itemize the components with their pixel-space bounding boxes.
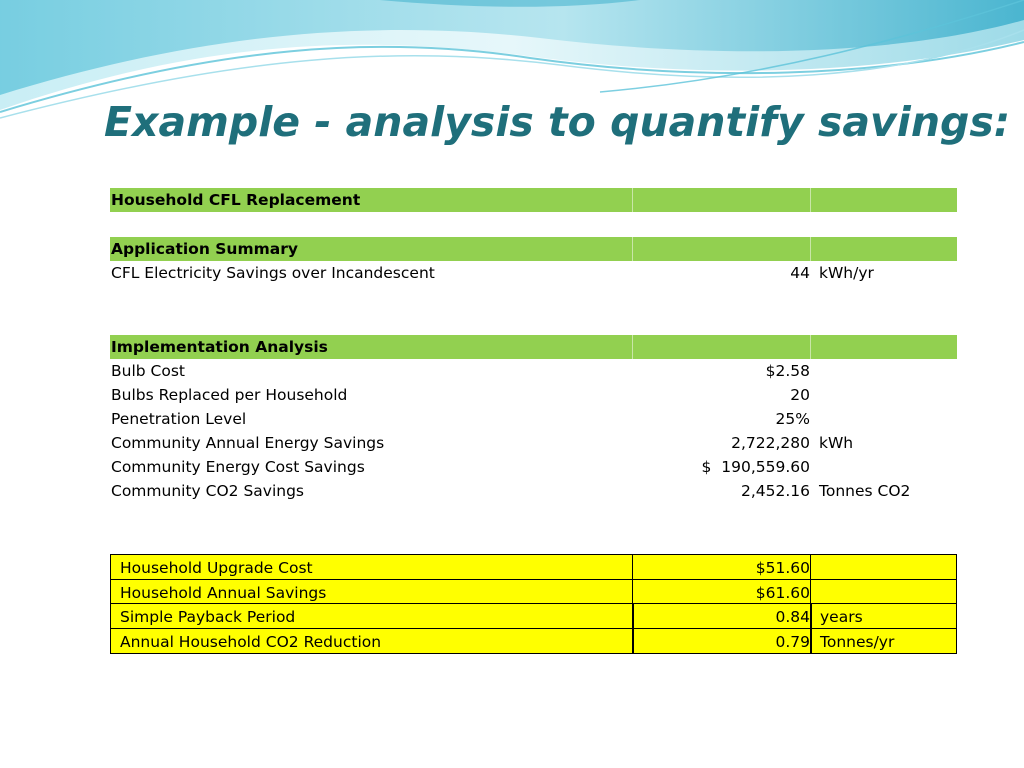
cell-divider [632, 237, 633, 261]
row-label: Annual Household CO2 Reduction [120, 632, 382, 651]
table-row [111, 604, 956, 629]
row-label: Simple Payback Period [120, 608, 296, 626]
cell-divider [632, 629, 634, 654]
section-application-summary [110, 237, 957, 285]
table-row [110, 359, 957, 383]
row-value: 44 [790, 264, 810, 282]
row-label: Penetration Level [111, 410, 247, 428]
row-value: 2,452.16 [740, 482, 810, 500]
cell-divider [632, 604, 634, 628]
cell-divider [810, 188, 811, 212]
table-row [110, 455, 957, 479]
row-unit: Tonnes/yr [820, 632, 895, 651]
row-label: CFL Electricity Savings over Incandescent [111, 264, 435, 282]
row-value: $ 190,559.60 [701, 458, 810, 476]
row-label: Community Annual Energy Savings [111, 434, 385, 452]
section-household-cfl [110, 188, 957, 212]
header-row-application-summary [110, 237, 957, 261]
header-application-summary-label: Application Summary [111, 240, 298, 258]
row-label: Bulbs Replaced per Household [111, 386, 348, 404]
table-row [111, 629, 956, 654]
cell-divider [632, 188, 633, 212]
table-row [111, 555, 956, 580]
table-row [110, 407, 957, 431]
cell-divider [632, 335, 633, 359]
table-row [110, 383, 957, 407]
section-implementation-analysis [110, 335, 957, 503]
header-implementation-analysis-label: Implementation Analysis [111, 338, 328, 356]
cell-divider [810, 580, 811, 604]
cell-divider [810, 629, 812, 654]
row-label: Bulb Cost [111, 362, 185, 380]
table-row [111, 580, 956, 605]
table-row [110, 261, 957, 285]
row-value: 0.79 [775, 632, 810, 651]
row-label: Community CO2 Savings [111, 482, 305, 500]
row-unit: kWh [819, 434, 854, 452]
table-row [110, 479, 957, 503]
row-value: 20 [790, 386, 810, 404]
cell-divider [810, 335, 811, 359]
header-row-implementation-analysis [110, 335, 957, 359]
row-unit: kWh/yr [819, 264, 874, 282]
row-value: $2.58 [765, 362, 810, 380]
table-row [110, 431, 957, 455]
row-unit: Tonnes CO2 [819, 482, 911, 500]
row-value: 25% [775, 410, 810, 428]
cell-divider [632, 580, 633, 604]
row-value: $61.60 [755, 583, 810, 602]
cell-divider [632, 555, 633, 579]
row-value: $51.60 [755, 559, 810, 577]
row-label: Household Annual Savings [120, 583, 327, 602]
cell-divider [810, 604, 812, 628]
cell-divider [810, 555, 811, 579]
cell-divider [810, 237, 811, 261]
slide-title: Example - analysis to quantify savings: [104, 98, 1011, 146]
row-value: 0.84 [775, 608, 810, 626]
results-table [110, 554, 957, 654]
header-row-household-cfl [110, 188, 957, 212]
row-label: Household Upgrade Cost [120, 559, 313, 577]
row-value: 2,722,280 [731, 434, 810, 452]
header-household-cfl-label: Household CFL Replacement [111, 191, 361, 209]
row-unit: years [820, 608, 863, 626]
row-label: Community Energy Cost Savings [111, 458, 365, 476]
